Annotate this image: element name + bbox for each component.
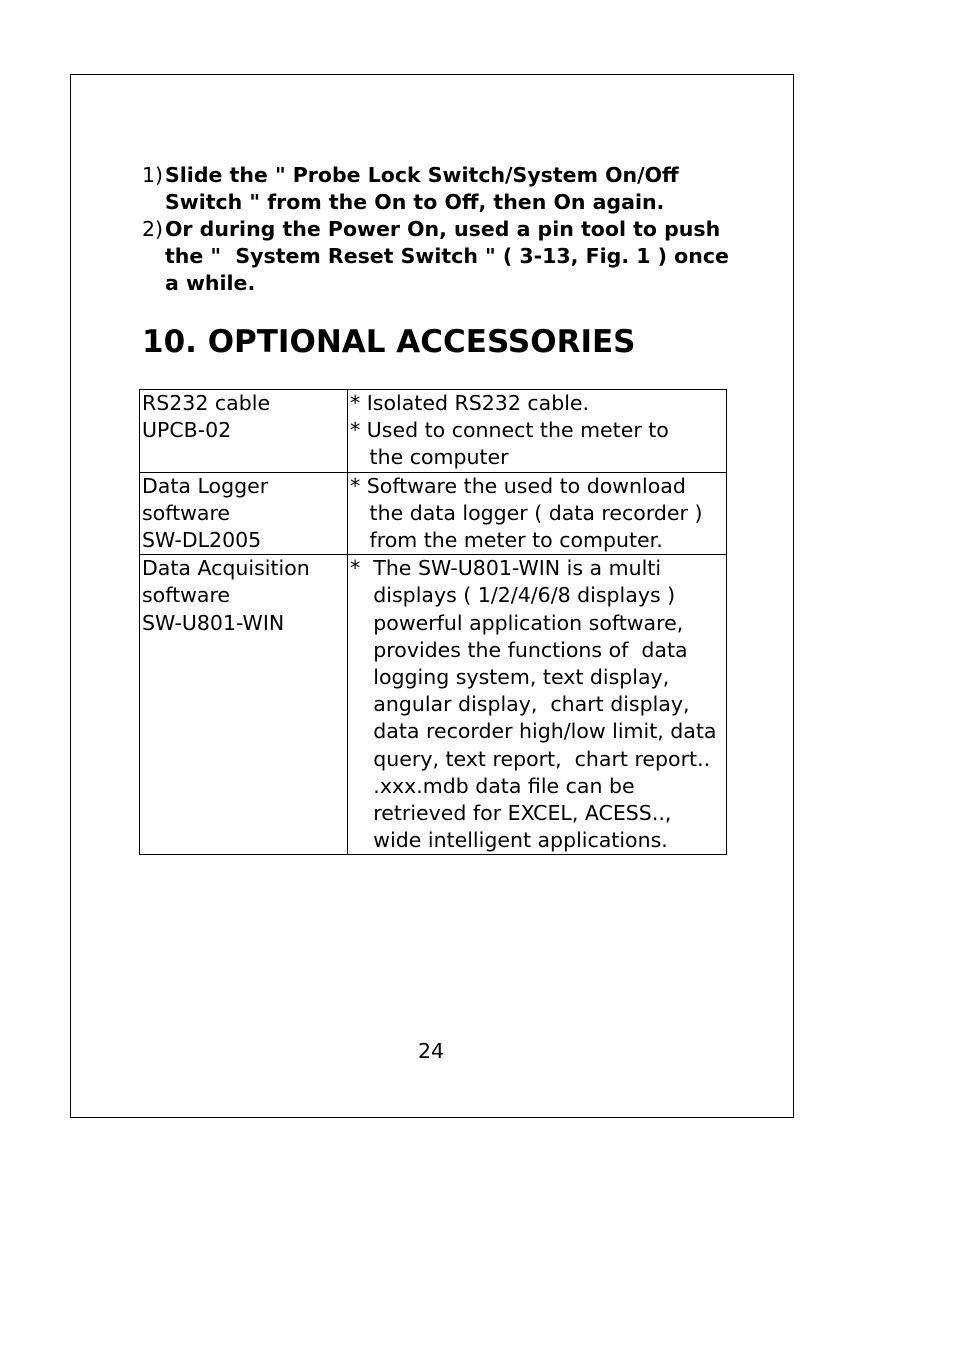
accessory-desc-line: * Isolated RS232 cable. bbox=[350, 391, 590, 415]
accessory-desc-line: powerful application software, bbox=[373, 610, 684, 635]
accessories-table bbox=[139, 389, 727, 855]
accessory-name-line: software bbox=[142, 583, 231, 608]
step-text-line: Switch " from the On to Off, then On again. bbox=[165, 190, 665, 214]
accessory-desc-line: provides the functions of data bbox=[373, 637, 688, 662]
bullet-marker: * bbox=[350, 556, 374, 581]
accessory-name-line: SW-DL2005 bbox=[142, 528, 262, 553]
accessory-desc-cell bbox=[348, 472, 727, 555]
accessory-desc-cell bbox=[348, 390, 727, 473]
accessory-desc-line: * Software the used to download bbox=[350, 473, 686, 498]
table-row bbox=[140, 555, 727, 855]
table-row bbox=[140, 390, 727, 473]
step-text-line: a while. bbox=[165, 271, 256, 295]
accessory-name-line: software bbox=[142, 500, 231, 525]
accessory-desc-line: data recorder high/low limit, data bbox=[373, 719, 717, 744]
accessory-desc-line: wide intelligent applications. bbox=[373, 828, 668, 853]
step-number: 2) bbox=[142, 217, 164, 241]
accessory-desc-line: from the meter to computer. bbox=[350, 528, 663, 553]
page-number: 24 bbox=[418, 1039, 445, 1063]
reset-steps-list bbox=[142, 162, 742, 297]
step-text-line: the " System Reset Switch " ( 3-13, Fig. 1 ) once bbox=[165, 244, 729, 268]
step-text bbox=[165, 162, 725, 216]
accessory-desc-line: * Used to connect the meter to bbox=[350, 418, 669, 443]
accessory-desc-line: logging system, text display, bbox=[373, 665, 670, 690]
accessory-name-line: SW-U801-WIN bbox=[142, 610, 285, 635]
accessory-desc-line: retrieved for EXCEL, ACESS.., bbox=[373, 801, 672, 826]
step-item bbox=[142, 216, 742, 297]
accessory-desc-cell bbox=[348, 555, 727, 855]
table-row bbox=[140, 472, 727, 555]
accessory-desc-block bbox=[350, 555, 726, 854]
accessory-name-cell bbox=[140, 555, 348, 855]
step-text-line: Slide the " Probe Lock Switch/System On/Off bbox=[165, 163, 679, 187]
step-text bbox=[165, 216, 729, 297]
accessory-name-line: Data Acquisition bbox=[142, 556, 310, 581]
accessory-name-cell bbox=[140, 390, 348, 473]
accessory-desc-line: .xxx.mdb data file can be bbox=[373, 773, 635, 798]
accessory-desc-body bbox=[373, 555, 726, 854]
accessory-desc-line: query, text report, chart report.. bbox=[373, 746, 711, 771]
accessory-desc-line: the computer bbox=[350, 445, 509, 470]
accessory-name-line: RS232 cable bbox=[142, 391, 271, 415]
accessory-desc-line: The SW-U801-WIN is a multi bbox=[373, 556, 662, 581]
accessory-name-cell bbox=[140, 472, 348, 555]
accessory-desc-line: angular display, chart display, bbox=[373, 692, 690, 717]
step-number: 1) bbox=[142, 163, 164, 187]
accessory-desc-line: the data logger ( data recorder ) bbox=[350, 500, 703, 525]
section-title: 10. OPTIONAL ACCESSORIES bbox=[142, 324, 636, 360]
accessory-desc-line: displays ( 1/2/4/6/8 displays ) bbox=[373, 583, 676, 608]
accessory-name-line: UPCB-02 bbox=[142, 418, 232, 443]
step-text-line: Or during the Power On, used a pin tool to push bbox=[165, 217, 721, 241]
accessory-name-line: Data Logger bbox=[142, 473, 269, 498]
step-item bbox=[142, 162, 742, 216]
